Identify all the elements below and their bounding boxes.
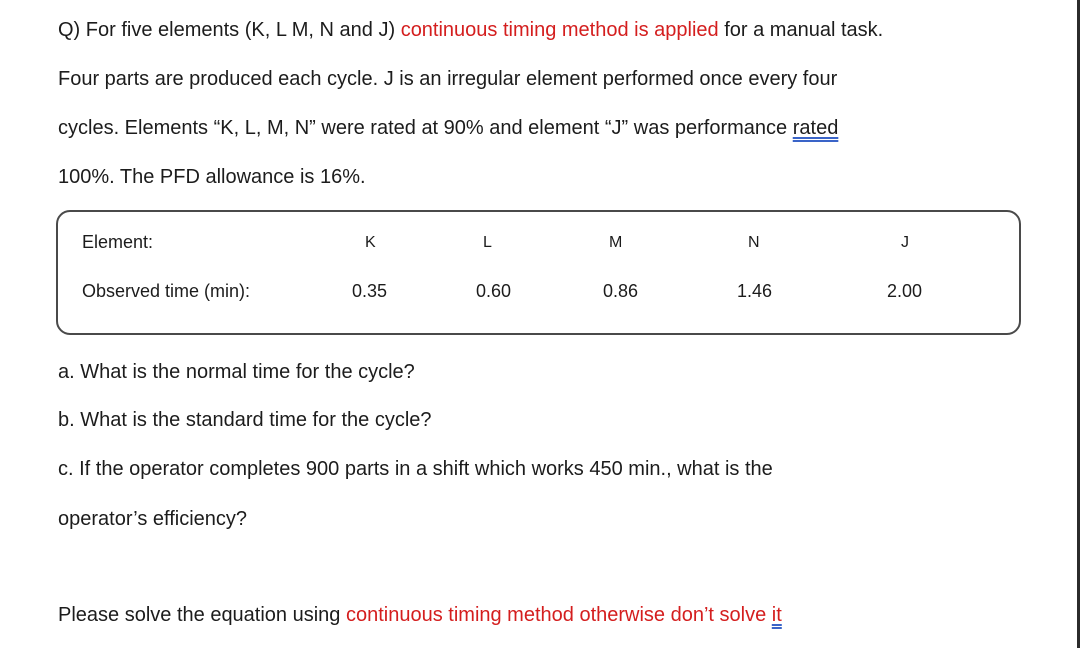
instruction-note: [58, 603, 782, 627]
note-highlighted-text: continuous timing method otherwise don’t solve: [345, 604, 772, 626]
observed-time-m: 0.86: [603, 281, 639, 301]
spellcheck-underlined-word: it: [771, 604, 782, 626]
element-header-n: N: [748, 234, 760, 251]
question-line-4: 100%. The PFD allowance is 16%.: [58, 166, 366, 188]
element-header-l: L: [483, 234, 492, 251]
subquestion-b: b. What is the standard time for the cycle?: [58, 409, 432, 431]
note-text: Please solve the equation using: [58, 604, 346, 626]
question-text: for a manual task.: [718, 19, 884, 41]
subquestion-c-line-1: c. If the operator completes 900 parts in a shift which works 450 min., what is the: [58, 458, 773, 480]
subquestion-a: a. What is the normal time for the cycle?: [58, 361, 415, 383]
element-header-j: J: [901, 234, 909, 251]
question-text: cycles. Elements “K, L, M, N” were rated at 90% and element “J” was performance: [58, 117, 793, 139]
spellcheck-underlined-word: rated: [792, 117, 839, 139]
question-line-2: Four parts are produced each cycle. J is an irregular element performed once every four: [58, 68, 838, 90]
observed-time-n: 1.46: [737, 281, 773, 301]
observed-time-j: 2.00: [887, 281, 923, 301]
question-text: Q) For five elements (K, L M, N and J): [58, 19, 401, 41]
observed-time-k: 0.35: [352, 281, 388, 301]
subquestion-c-line-2: operator’s efficiency?: [58, 508, 248, 530]
element-header-k: K: [365, 234, 376, 251]
observed-time-l: 0.60: [476, 281, 512, 301]
row-label-element: Element:: [82, 232, 154, 252]
highlighted-method-text: continuous timing method is applied: [400, 19, 719, 41]
row-label-observed-time: Observed time (min):: [82, 281, 251, 301]
observed-times-table: [56, 210, 1021, 335]
question-line-1: [58, 18, 883, 42]
question-line-3: [58, 116, 838, 140]
element-header-m: M: [609, 234, 623, 251]
